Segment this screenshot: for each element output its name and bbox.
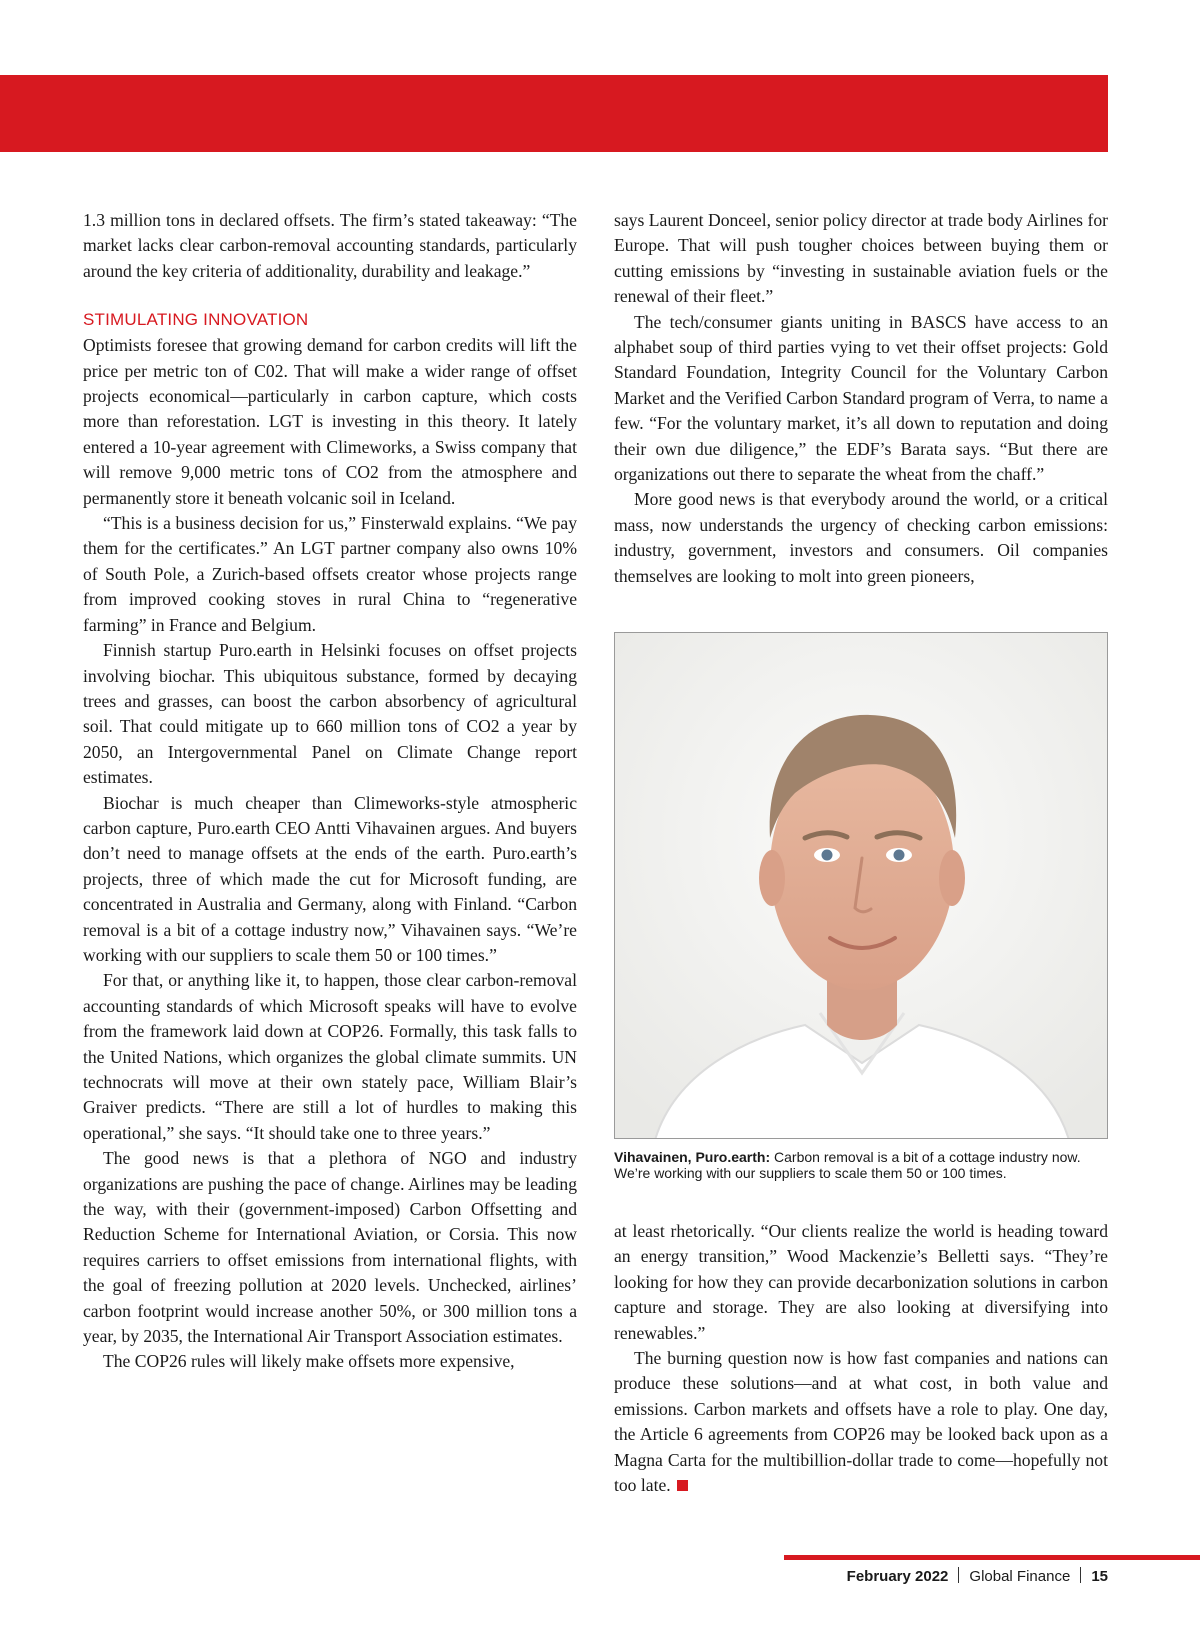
footer-rule	[784, 1555, 1200, 1560]
left-column	[83, 208, 577, 1375]
body-paragraph: More good news is that everybody around the world, or a critical mass, now understands the urgency of checking carbon emissions: industry, government, investors and consumers. Oil companies themselves are looking to molt into green pioneers,	[614, 489, 1108, 586]
footer-publication: Global Finance	[969, 1568, 1071, 1585]
header-color-band	[0, 75, 1108, 152]
body-paragraph: Finnish startup Puro.earth in Helsinki focuses on offset projects involving biochar. This ubiquitous substance, formed by decaying trees and grasses, can boost the carbon absorbency of agricultural soil. That could mitigate up to 660 million tons of CO2 a year by 2050, an Intergovernmental Panel on Climate Change report estimates.	[83, 640, 577, 788]
caption-name: Vihavainen, Puro.earth:	[614, 1149, 771, 1165]
body-paragraph: The tech/consumer giants uniting in BASCS have access to an alphabet soup of third parties vying to vet their offset projects: Gold Standard Foundation, Integrity Council for the Voluntary Carbon Market and the Verified Carbon Standard program of Verra, to name a few. “For the voluntary market, it’s all down to reputation and doing their own due diligence,” the EDF’s Barata says. “But there are organizations out there to separate the wheat from the chaff.”	[614, 311, 1108, 485]
page-number: 15	[1091, 1568, 1108, 1585]
photo-caption	[614, 1149, 1108, 1181]
footer-separator	[1080, 1567, 1081, 1583]
body-paragraph: Biochar is much cheaper than Climeworks-style atmospheric carbon capture, Puro.earth CEO Antti Vihavainen argues. And buyers don’t need to manage offsets at the ends of the earth. Puro.earth’s projects, three of which made the cut for Microsoft funding, are concentrated in Australia and Germany, along with Finland. “Carbon removal is a bit of a cottage industry now,” Vihavainen says. “We’re working with our suppliers to scale them 50 or 100 times.”	[83, 792, 577, 965]
closing-paragraph	[614, 1346, 1108, 1498]
body-paragraph: For that, or anything like it, to happen, those clear carbon-removal accounting standards of which Microsoft speaks will have to evolve from the framework laid down at COP26. Formally, this task falls to the United Nations, which organizes the global climate summits. UN technocrats will move at their own stately pace, William Blair’s Graiver predicts. “There are still a lot of hurdles to making this operational,” she says. “It should take one to three years.”	[83, 970, 577, 1143]
caption-text: Carbon removal is a bit of a cottage industry now. We’re working with our suppliers to scale them 50 or 100 times.	[614, 1149, 1081, 1181]
page-footer	[847, 1567, 1108, 1587]
body-paragraph: The COP26 rules will likely make offsets more expensive,	[103, 1351, 515, 1372]
body-paragraph: “This is a business decision for us,” Finsterwald explains. “We pay them for the certificates.” An LGT partner company also owns 10% of South Pole, a Zurich-based offsets creator whose projects range from improved cooking stoves in rural China to “regenerative farming” in France and Belgium.	[83, 513, 577, 635]
section-heading: STIMULATING INNOVATION	[83, 310, 309, 330]
closing-text: The burning question now is how fast companies and nations can produce these solutions—and at what cost, in both value and emissions. Carbon markets and offsets have a role to play. One day, the Article 6 agreements from COP26 may be looked back upon as a Magna Carta for the multibillion-dollar trade to come—hopefully not too late.	[614, 1348, 1108, 1496]
body-paragraph: The good news is that a plethora of NGO and industry organizations are pushing the pace of change. Airlines may be leading the way, with their (government-imposed) Carbon Offsetting and Reduction Scheme for International Aviation, or Corsia. This now requires carriers to offset emissions from international flights, with the goal of freezing pollution at 2020 levels. Unchecked, airlines’ carbon footprint would increase another 50%, or 300 million tons a year, by 2035, the International Air Transport Association estimates.	[83, 1148, 577, 1347]
end-of-article-mark	[677, 1480, 688, 1491]
right-column-top	[614, 208, 1108, 589]
body-paragraph: at least rhetorically. “Our clients realize the world is heading toward an energy transition,” Wood Mackenzie’s Belletti says. “They’re looking for how they can provide decarbonization solutions in carbon capture and storage. They are also looking at diversifying into renewables.”	[614, 1221, 1108, 1343]
body-paragraph: Optimists foresee that growing demand for carbon credits will lift the price per metric ton of C02. That will make a wider range of offset projects economical—particularly in carbon capture, which costs more than reforestation. LGT is investing in this theory. It lately entered a 10-year agreement with Climeworks, a Swiss company that will remove 9,000 metric tons of CO2 from the atmosphere and permanently store it beneath volcanic soil in Iceland.	[83, 335, 577, 508]
footer-separator	[958, 1567, 959, 1583]
right-column-bottom	[614, 1219, 1108, 1498]
footer-date: February 2022	[846, 1568, 949, 1585]
portrait-illustration	[615, 633, 1108, 1139]
body-paragraph: 1.3 million tons in declared offsets. The firm’s stated takeaway: “The market lacks clear carbon-removal accounting standards, particularly around the key criteria of additionality, durability and leakage.”	[83, 210, 577, 281]
portrait-photo	[614, 632, 1108, 1139]
body-paragraph: says Laurent Donceel, senior policy director at trade body Airlines for Europe. That will push tougher choices between buying them or cutting emissions by “investing in sustainable aviation fuels or the renewal of their fleet.”	[614, 210, 1108, 307]
